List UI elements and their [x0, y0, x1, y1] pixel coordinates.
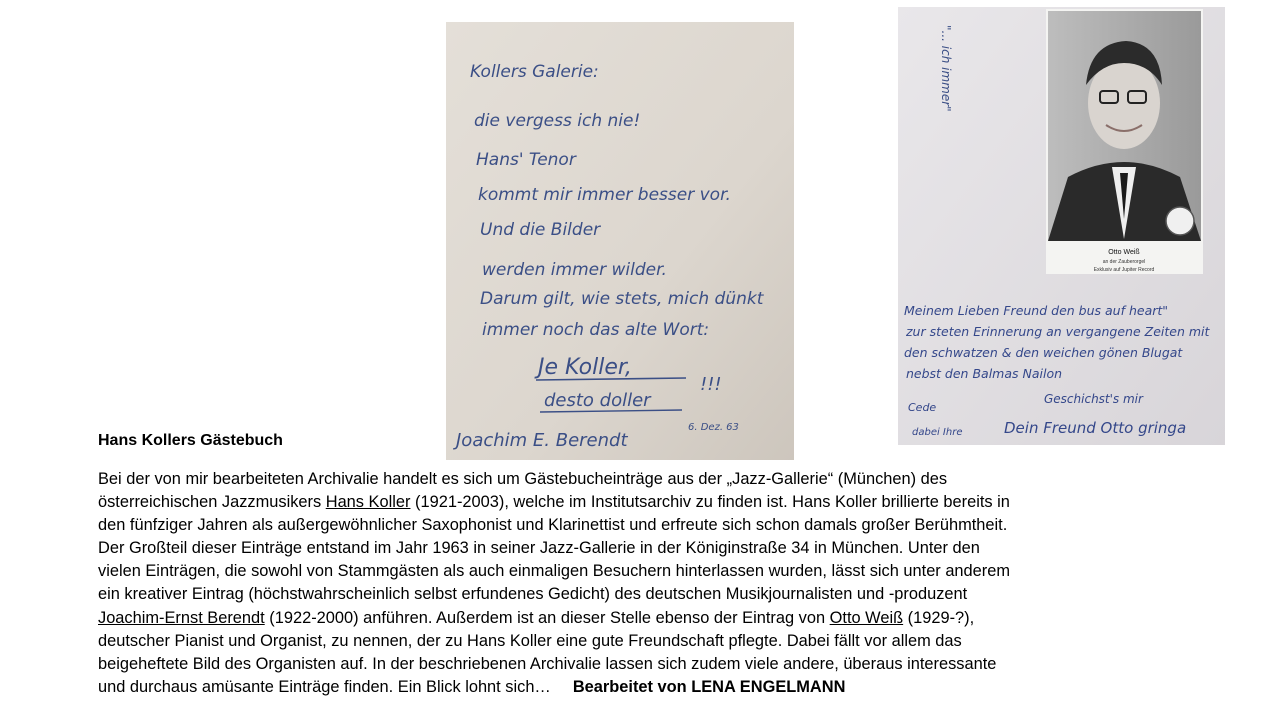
- hw-line: Kollers Galerie:: [470, 62, 599, 82]
- text-line: [98, 676, 1188, 699]
- hw-line: Hans' Tenor: [476, 150, 576, 170]
- description-paragraph: [98, 468, 1188, 699]
- hw-date: 6. Dez. 63: [688, 422, 739, 433]
- hw-line: Je Koller,: [538, 355, 632, 380]
- hw-line: dabei Ihre: [912, 427, 963, 438]
- portrait-card: [1046, 9, 1203, 274]
- hw-line: Geschichst's mir: [1044, 392, 1143, 406]
- hans-koller-link[interactable]: Hans Koller: [325, 493, 411, 512]
- text-segment: (1921-2003), welche im Institutsarchiv zu finden ist. Hans Koller brillierte bereits in: [410, 493, 1010, 512]
- hw-line: kommt mir immer besser vor.: [478, 185, 731, 205]
- hw-line: Und die Bilder: [480, 220, 601, 240]
- text-line: ein kreativer Eintrag (höchstwahrscheinlich selbst erfundenes Gedicht) des deutschen Musikjournalisten und -produzent: [98, 585, 968, 604]
- text-line: vielen Einträgen, die sowohl von Stammgästen als auch einmaligen Besuchern hinterlassen wurden, lässt sich unter anderem: [98, 562, 1011, 581]
- hw-line: Cede: [908, 401, 937, 414]
- berendt-guestbook-photo: [446, 22, 794, 460]
- hw-line: zur steten Erinnerung an vergangene Zeiten mit: [906, 324, 1210, 339]
- hw-line: nebst den Balmas Nailon: [906, 366, 1063, 381]
- hw-signature: Joachim E. Berendt: [456, 430, 628, 451]
- hw-line: Darum gilt, wie stets, mich dünkt: [480, 289, 764, 309]
- hw-signature: Dein Freund Otto gringa: [1004, 419, 1187, 437]
- text-line: beigeheftete Bild des Organisten auf. In der beschriebenen Archivalie lassen sich zudem viele andere, überaus interessante: [98, 654, 997, 673]
- hw-line: immer noch das alte Wort:: [482, 320, 710, 340]
- text-segment: (1929-?),: [903, 608, 975, 627]
- otto-weiss-guestbook-photo: [898, 7, 1225, 445]
- hw-line: !!!: [700, 374, 722, 395]
- text-line: Bei der von mir bearbeiteten Archivalie handelt es sich um Gästebucheinträge aus der „Jazz-Gallerie“ (München) des: [98, 470, 948, 488]
- portrait-caption-label: Exklusiv auf Jupiter Record: [1093, 267, 1155, 273]
- hw-line: Meinem Lieben Freund den bus auf heart": [904, 303, 1169, 318]
- hw-line: desto doller: [544, 390, 651, 411]
- text-line: den fünfziger Jahren als außergewöhnlicher Saxophonist und Klarinettist und erfreute sich schon damals großer Berühmtheit.: [98, 516, 1008, 535]
- text-line: deutscher Pianist und Organist, zu nennen, der zu Hans Koller eine gute Freundschaft pflegte. Dabei fällt vor allem das: [98, 631, 962, 650]
- page-title: Hans Kollers Gästebuch: [98, 432, 283, 449]
- text-segment: österreichischen Jazzmusikers: [98, 493, 326, 512]
- author-credit: Bearbeitet von LENA ENGELMANN: [572, 677, 846, 696]
- text-line: [98, 607, 1188, 630]
- otto-weiss-link[interactable]: Otto Weiß: [829, 608, 904, 627]
- text-segment: und durchaus amüsante Einträge finden. Ein Blick lohnt sich…: [98, 677, 551, 696]
- text-segment: (1922-2000) anführen. Außerdem ist an dieser Stelle ebenso der Eintrag von: [264, 608, 830, 627]
- hw-line: die vergess ich nie!: [474, 111, 641, 131]
- hw-line: den schwatzen & den weichen gönen Blugat: [904, 345, 1183, 360]
- hw-line: werden immer wilder.: [482, 260, 667, 280]
- portrait-caption-sub: an der Zauberorgel: [1102, 259, 1146, 265]
- vertical-note: "... ich immer": [939, 25, 953, 112]
- emblem-icon: [1166, 207, 1194, 235]
- text-line: [98, 491, 1188, 514]
- portrait-caption-name: Otto Weiß: [1108, 249, 1140, 256]
- text-line: Der Großteil dieser Einträge entstand im Jahr 1963 in seiner Jazz-Gallerie in der Königinstraße 34 in München. Unter den: [98, 539, 980, 558]
- berendt-link[interactable]: Joachim-Ernst Berendt: [98, 608, 265, 627]
